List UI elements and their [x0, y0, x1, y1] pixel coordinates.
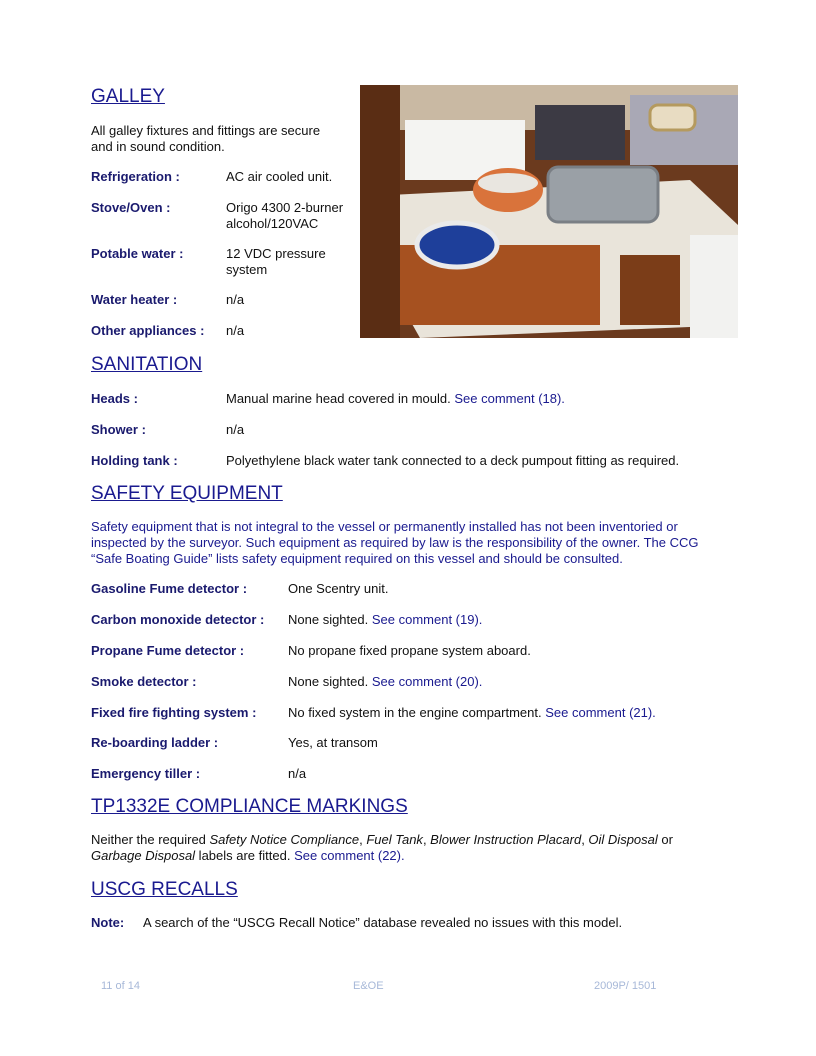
- tp1332e-heading: TP1332E COMPLIANCE MARKINGS: [91, 796, 408, 817]
- galley-value-refrigeration: AC air cooled unit.: [226, 169, 333, 184]
- galley-value-other: n/a: [226, 323, 245, 338]
- co-comment-link[interactable]: See comment (19).: [371, 612, 483, 627]
- safety-label-gasoline: Gasoline Fume detector :: [91, 581, 248, 596]
- footer-eoe: E&OE: [353, 980, 384, 992]
- galley-heading: GALLEY: [91, 86, 165, 107]
- safety-value-smoke: [288, 674, 482, 690]
- heads-text: Manual marine head covered in mould.: [226, 391, 451, 406]
- galley-label-stove: Stove/Oven :: [91, 200, 171, 215]
- safety-value-propane: No propane fixed propane system aboard.: [288, 643, 531, 658]
- galley-label-water-heater: Water heater :: [91, 292, 178, 307]
- tp1332e-garbage-disposal: Garbage Disposal: [91, 848, 196, 863]
- fire-text: No fixed system in the engine compartment.: [288, 705, 542, 720]
- safety-label-ladder: Re-boarding ladder :: [91, 735, 219, 750]
- footer-page-number: 11 of 14: [101, 980, 140, 992]
- tp1332e-sep-2: ,: [422, 832, 431, 847]
- safety-intro: Safety equipment that is not integral to the vessel or permanently installed has not been inventoried or inspected by the surveyor. Such equipment as required by law is the responsibility of the owner. The CCG “Safe Boating Guide” lists safety equipment required on this vessel and should be consulted.: [91, 519, 699, 566]
- galley-photo: [360, 85, 738, 338]
- tp1332e-sep-1: ,: [359, 832, 367, 847]
- smoke-text: None sighted.: [288, 674, 369, 689]
- smoke-comment-link[interactable]: See comment (20).: [371, 674, 483, 689]
- safety-label-smoke: Smoke detector :: [91, 674, 197, 689]
- tp1332e-safety-notice: Safety Notice Compliance: [209, 832, 360, 847]
- safety-label-co: Carbon monoxide detector :: [91, 612, 265, 627]
- safety-value-co: [288, 612, 482, 628]
- galley-label-refrigeration: Refrigeration :: [91, 169, 180, 184]
- sanitation-label-heads: Heads :: [91, 391, 138, 406]
- safety-label-tiller: Emergency tiller :: [91, 766, 201, 781]
- sanitation-label-holding-tank: Holding tank :: [91, 453, 178, 468]
- sanitation-label-shower: Shower :: [91, 422, 146, 437]
- sanitation-value-shower: n/a: [226, 422, 245, 437]
- safety-value-fire: [288, 705, 656, 721]
- galley-label-potable: Potable water :: [91, 246, 184, 261]
- sanitation-value-heads: [226, 391, 565, 407]
- safety-value-ladder: Yes, at transom: [288, 735, 378, 750]
- fire-comment-link[interactable]: See comment (21).: [545, 705, 656, 720]
- tp1332e-blower: Blower Instruction Placard: [430, 832, 582, 847]
- uscg-note-text: A search of the “USCG Recall Notice” database revealed no issues with this model.: [143, 915, 623, 930]
- sanitation-value-holding-tank: Polyethylene black water tank connected to a deck pumpout fitting as required.: [226, 453, 680, 468]
- galley-value-water-heater: n/a: [226, 292, 245, 307]
- safety-heading: SAFETY EQUIPMENT: [91, 483, 283, 504]
- uscg-heading: USCG RECALLS: [91, 879, 238, 900]
- safety-value-tiller: n/a: [288, 766, 307, 781]
- uscg-note-label: Note:: [91, 915, 125, 930]
- galley-value-potable: 12 VDC pressure system: [226, 246, 326, 277]
- co-text: None sighted.: [288, 612, 369, 627]
- tp1332e-text-1: Neither the required: [91, 832, 210, 847]
- safety-value-gasoline: One Scentry unit.: [288, 581, 389, 596]
- tp1332e-text: [91, 832, 723, 864]
- tp1332e-sep-3: ,: [581, 832, 589, 847]
- galley-label-other: Other appliances :: [91, 323, 205, 338]
- tp1332e-sep-5: labels are fitted.: [195, 848, 295, 863]
- tp1332e-fuel-tank: Fuel Tank: [366, 832, 423, 847]
- safety-label-propane: Propane Fume detector :: [91, 643, 245, 658]
- tp1332e-sep-4: or: [657, 832, 673, 847]
- tp1332e-oil-disposal: Oil Disposal: [588, 832, 658, 847]
- sanitation-heading: SANITATION: [91, 354, 203, 375]
- tp1332e-comment-link[interactable]: See comment (22).: [294, 848, 405, 863]
- footer-reference: 2009P/ 1501: [594, 980, 657, 992]
- galley-value-stove: Origo 4300 2-burner alcohol/120VAC: [226, 200, 344, 231]
- galley-photo-image: [360, 85, 738, 338]
- galley-intro: All galley fixtures and fittings are secure and in sound condition.: [91, 123, 321, 154]
- heads-comment-link[interactable]: See comment (18).: [454, 391, 565, 406]
- safety-label-fire: Fixed fire fighting system :: [91, 705, 257, 720]
